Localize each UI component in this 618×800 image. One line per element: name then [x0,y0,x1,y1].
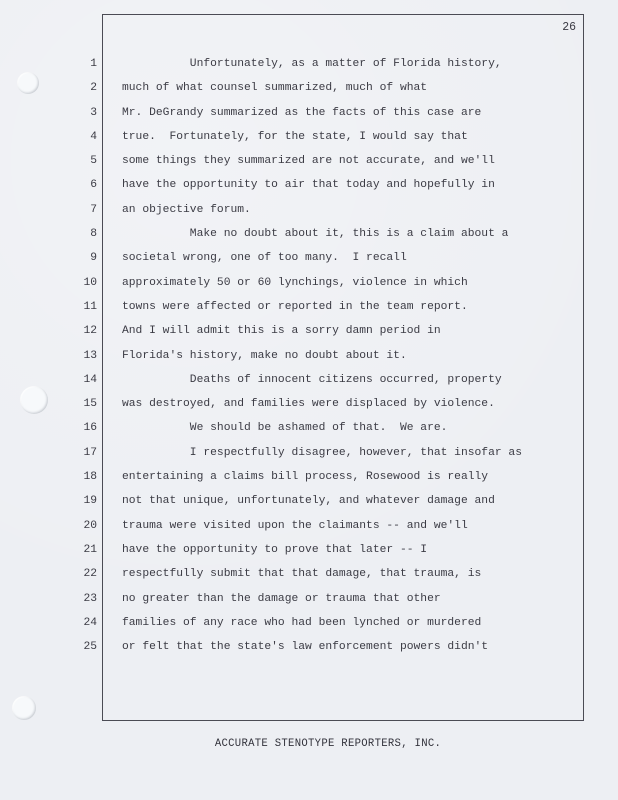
line-text: an objective forum. [122,203,251,216]
transcript-line [0,368,618,392]
line-number: 14 [83,373,97,386]
line-text: some things they summarized are not accurate, and we'll [122,155,495,168]
line-number: 4 [90,130,97,143]
line-text: I respectfully disagree, however, that insofar as [122,446,522,459]
line-number: 1 [90,58,97,70]
line-number: 12 [83,325,97,338]
transcript-line [0,416,618,440]
line-text: Mr. DeGrandy summarized as the facts of this case are [122,106,482,119]
line-number: 20 [83,519,97,532]
transcript-line [0,635,618,659]
line-number: 2 [90,82,97,95]
line-text: entertaining a claims bill process, Rosewood is really [122,471,489,484]
transcript-line [0,587,618,611]
page-number: 26 [562,21,576,34]
line-text: Make no doubt about it, this is a claim about a [122,228,509,241]
line-text: Unfortunately, as a matter of Florida history, [122,58,502,70]
transcript-line [0,101,618,125]
line-text: have the opportunity to prove that later -- I [122,543,428,556]
reporter-footer: ACCURATE STENOTYPE REPORTERS, INC. [214,738,442,750]
line-number: 25 [83,641,97,654]
line-number: 10 [83,276,97,289]
line-number: 23 [83,592,97,605]
transcript-line [0,198,618,222]
line-number: 16 [83,422,97,435]
line-number: 9 [90,252,97,265]
line-number: 21 [83,543,97,556]
line-number: 6 [90,179,97,192]
transcript-line [0,52,618,76]
transcript-line [0,173,618,197]
line-number: 8 [90,228,97,241]
transcript-line [0,344,618,368]
line-number: 22 [83,568,97,581]
line-text: no greater than the damage or trauma that other [122,592,441,605]
line-text: societal wrong, one of too many. I recall [122,252,407,265]
line-text: We should be ashamed of that. We are. [122,422,448,435]
transcript-line [0,319,618,343]
line-text: true. Fortunately, for the state, I would say that [122,130,468,143]
transcript-line [0,538,618,562]
transcript-line [0,489,618,513]
transcript-line [0,392,618,416]
transcript-line [0,222,618,246]
transcript-line [0,76,618,100]
transcript-line [0,441,618,465]
transcript-line [0,465,618,489]
line-number: 17 [83,446,97,459]
line-number: 15 [83,398,97,411]
line-number: 7 [90,203,97,216]
line-number: 13 [83,349,97,362]
line-text: not that unique, unfortunately, and whatever damage and [122,495,495,508]
transcript-line [0,514,618,538]
transcript-line [0,611,618,635]
line-number: 19 [83,495,97,508]
line-number: 11 [83,300,97,313]
transcript-lines [0,52,618,659]
transcript-line [0,125,618,149]
transcript-line [0,149,618,173]
line-text: have the opportunity to air that today and hopefully in [122,179,495,192]
line-text: much of what counsel summarized, much of what [122,82,428,95]
line-text: approximately 50 or 60 lynchings, violence in which [122,276,468,289]
line-number: 3 [90,106,97,119]
line-text: Florida's history, make no doubt about it. [122,349,407,362]
line-text: respectfully submit that that damage, that trauma, is [122,568,482,581]
line-text: trauma were visited upon the claimants -- and we'll [122,519,468,532]
line-text: was destroyed, and families were displaced by violence. [122,398,495,411]
line-number: 24 [83,616,97,629]
hole-punch-bottom [12,696,36,720]
line-text: or felt that the state's law enforcement powers didn't [122,641,489,654]
line-number: 18 [83,471,97,484]
transcript-line [0,271,618,295]
line-number: 5 [90,155,97,168]
line-text: towns were affected or reported in the team report. [122,300,468,313]
transcript-line [0,562,618,586]
line-text: Deaths of innocent citizens occurred, property [122,373,502,386]
transcript-line [0,246,618,270]
transcript-line [0,295,618,319]
line-text: And I will admit this is a sorry damn period in [122,325,441,338]
line-text: families of any race who had been lynched or murdered [122,616,482,629]
